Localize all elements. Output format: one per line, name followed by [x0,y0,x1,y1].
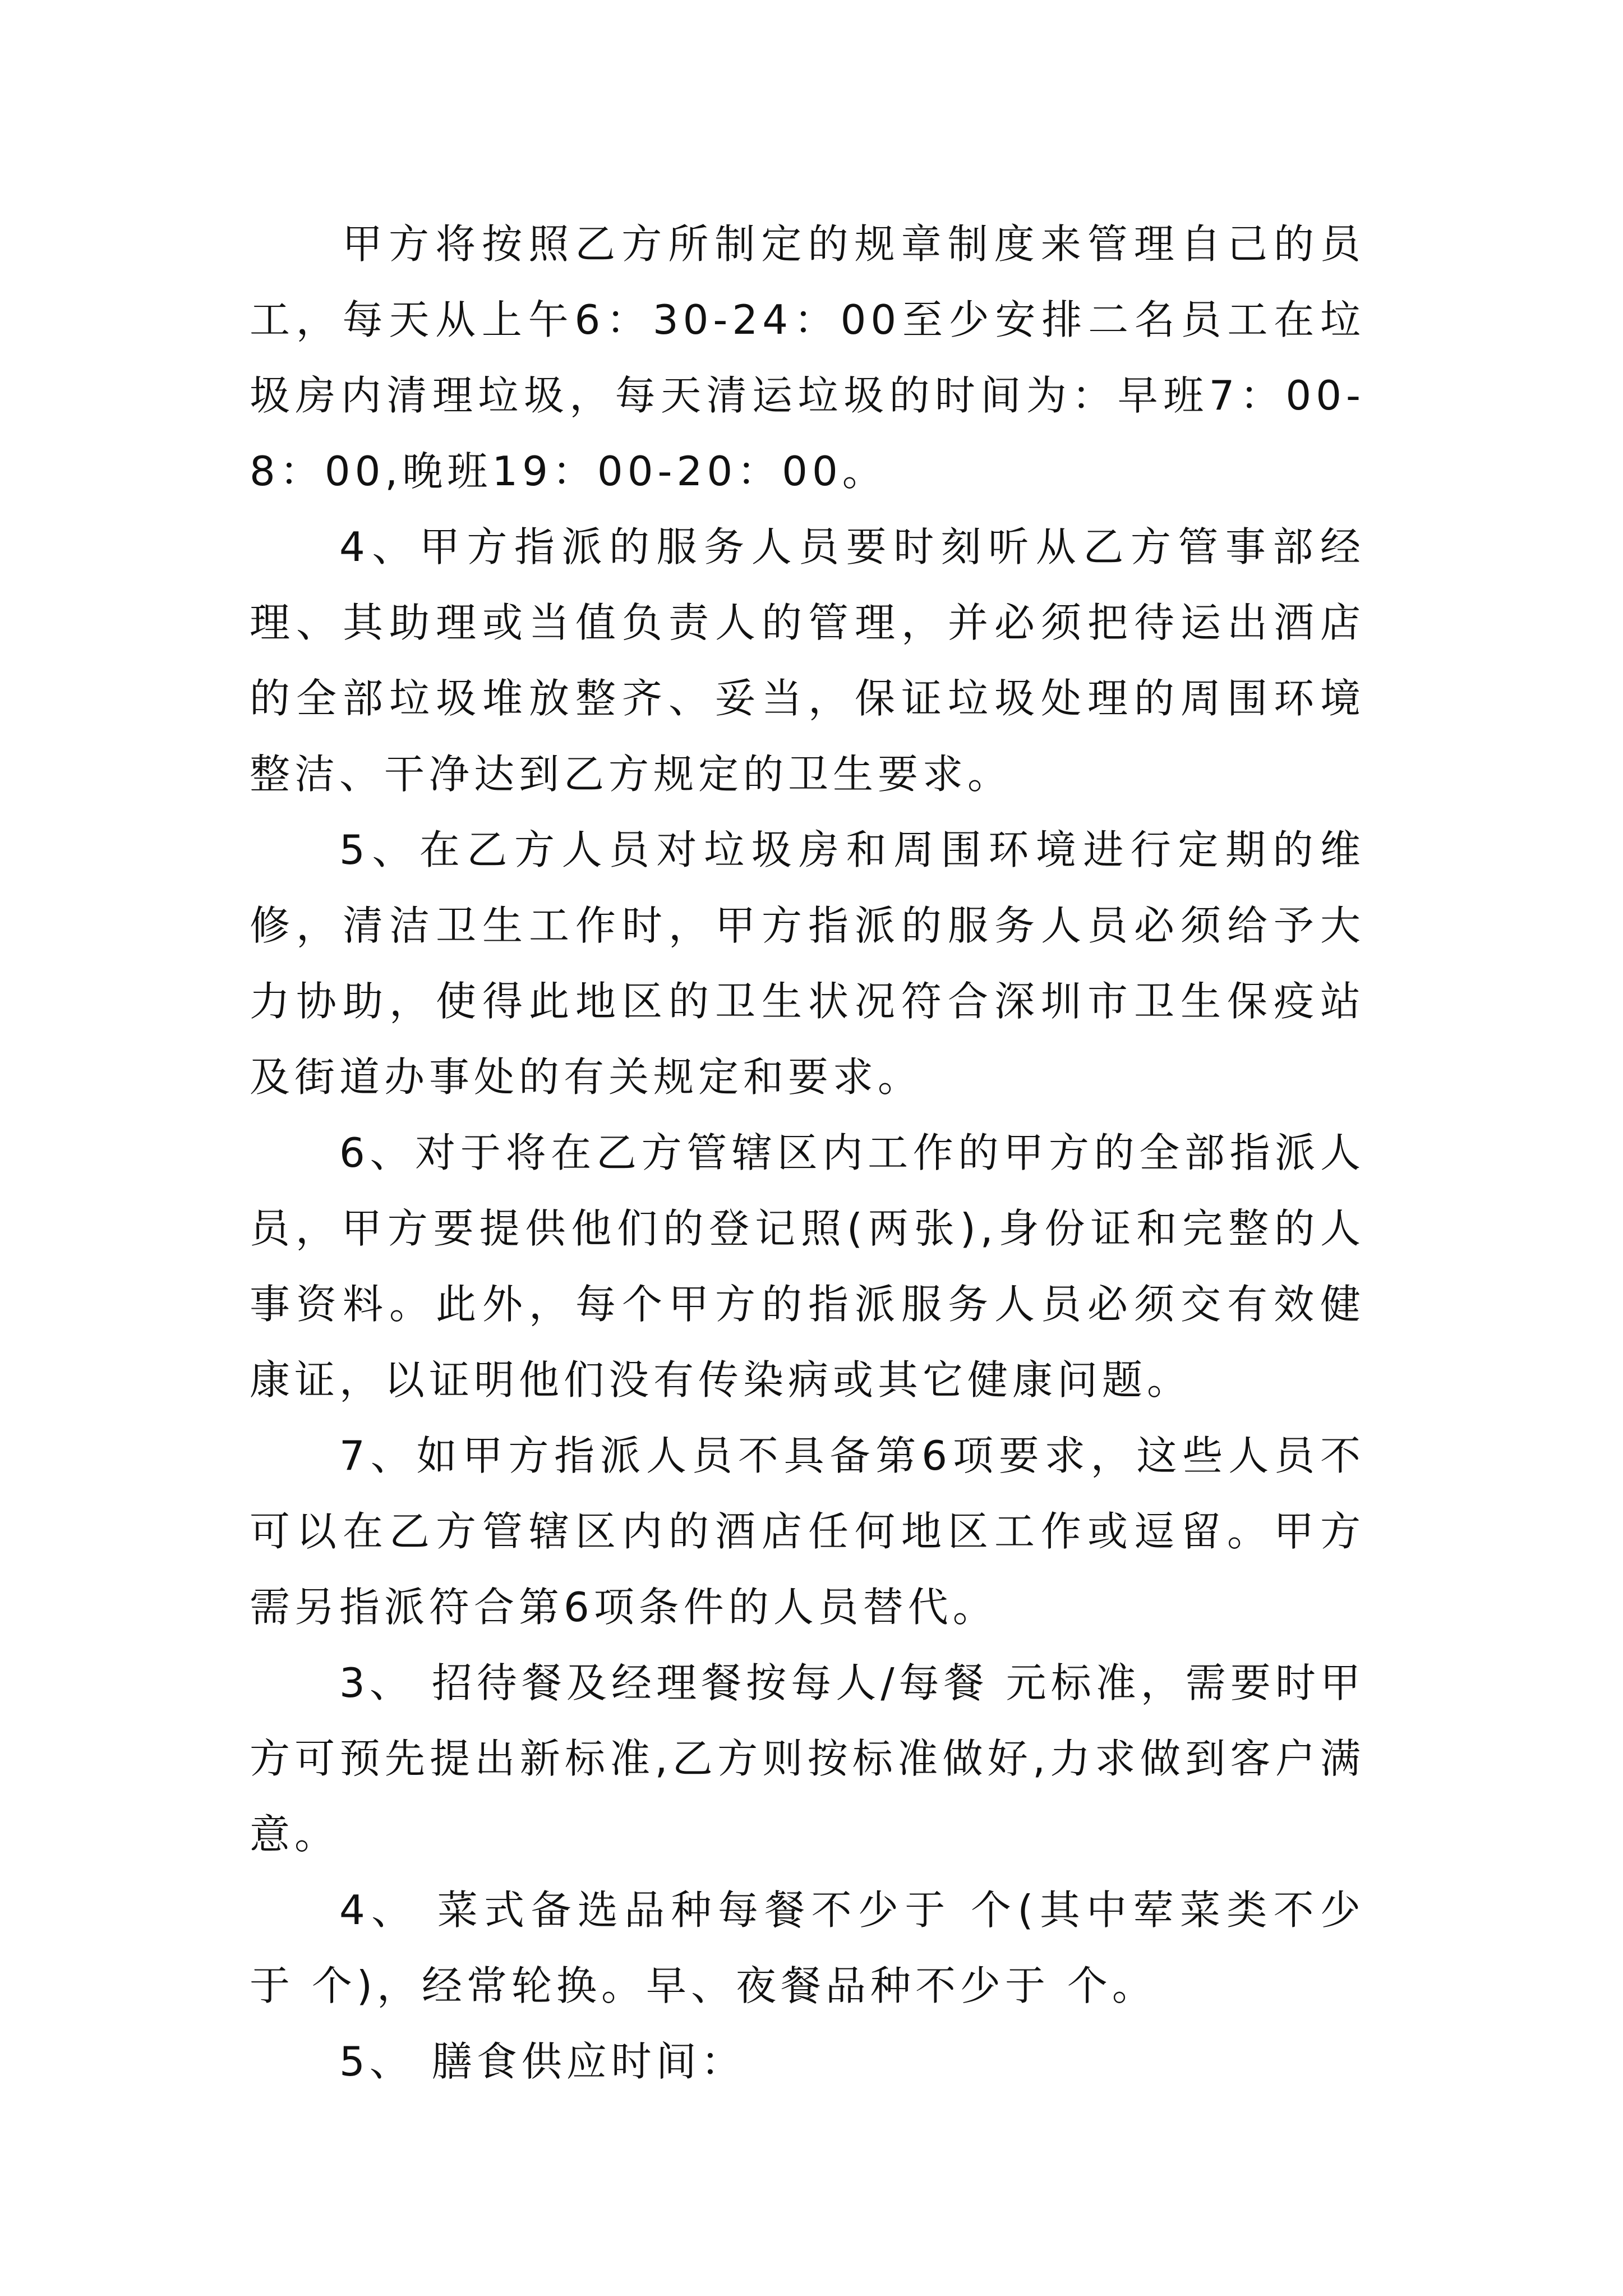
paragraph-item-7: 7、如甲方指派人员不具备第6项要求，这些人员不可以在乙方管辖区内的酒店任何地区工作或逗留。甲方需另指派符合第6项条件的人员替代。 [250,1432,1365,1631]
paragraph-staff-management: 甲方将按照乙方所制定的规章制度来管理自己的员工，每天从上午6：30-24：00至少安排二名员工在垃圾房内清理垃圾，每天清运垃圾的时间为：早班7：00-8：00,晚班19：00-20：00。 [250,220,1365,495]
paragraph-item-4: 4、甲方指派的服务人员要时刻听从乙方管事部经理、其助理或当值负责人的管理，并必须把待运出酒店的全部垃圾堆放整齐、妥当，保证垃圾处理的周围环境整洁、干净达到乙方规定的卫生要求。 [250,523,1365,798]
paragraph-item-5: 5、在乙方人员对垃圾房和周围环境进行定期的维修，清洁卫生工作时，甲方指派的服务人员必须给予大力协助，使得此地区的卫生状况符合深圳市卫生保疫站及街道办事处的有关规定和要求。 [250,826,1365,1101]
paragraph-meal-standard: 3、 招待餐及经理餐按每人/每餐 元标准，需要时甲方可预先提出新标准,乙方则按标准做好,力求做到客户满意。 [250,1659,1365,1858]
paragraph-item-6: 6、对于将在乙方管辖区内工作的甲方的全部指派人员，甲方要提供他们的登记照(两张),身份证和完整的人事资料。此外，每个甲方的指派服务人员必须交有效健康证，以证明他们没有传染病或其它健康问题。 [250,1129,1365,1404]
paragraph-menu-options: 4、 菜式备选品种每餐不少于 个(其中荤菜类不少于 个)，经常轮换。早、夜餐品种不少于 个。 [250,1887,1365,2009]
paragraph-meal-times: 5、 膳食供应时间： [339,2038,746,2085]
